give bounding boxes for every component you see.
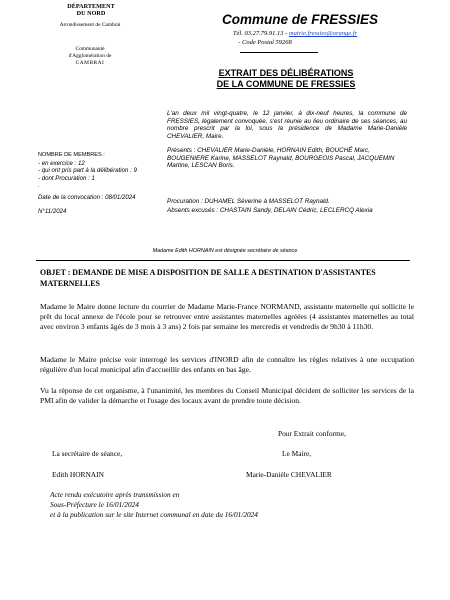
deliberation-number: N°11/2024	[38, 208, 67, 215]
body-paragraph-1: Madame le Maire donne lecture du courrier de Madame Marie-France NORMAND, assistante maternelle qui sollicite le prêt du local annexe de l'école pour se retrouver entre assistantes maternelles agréées (4 assistantes maternelles au total avec environ 3 enfants âgés de 3 mois à 3 ans) 2 fois par semaine les mercredis et vendredis de 9h30 à 11h30.	[40, 302, 414, 332]
postal-code: - Code Postal 59268	[238, 39, 292, 46]
communaute-line-2: d'Agglomération de	[68, 53, 112, 59]
section-divider	[36, 260, 410, 261]
excused-absents: Absents excusés : CHASTAIN Sandy, DELAIN Cédric, LECLERCQ Alexia	[167, 207, 373, 214]
secretary-designation: Madame Edith HORNAIN est désignée secrétaire de séance	[152, 248, 298, 254]
body-paragraph-3: Vu la réponse de cet organisme, à l'unanimité, les membres du Conseil Municipal décident de solliciter les services de la PMI afin de valider la démarche et l'usage des locaux avant de prendre toute décision.	[40, 386, 414, 406]
secretary-label: La secrétaire de séance,	[52, 449, 123, 458]
email-link[interactable]: mairie.fressies@orange.fr	[288, 30, 358, 37]
members-count-block	[38, 152, 163, 190]
header-divider	[240, 52, 318, 53]
meeting-intro: L'an deux mil vingt-quatre, le 12 janvier, à dix-neuf heures, la commune de FRESSIES, légalement convoquée, s'est réunie au lieu ordinaire de ses séances, au nombre prescrit par la loi, sous la présidence de Madame Marie-Danièle CHEVALIER, Maire.	[167, 110, 407, 140]
mayor-name: Marie-Danièle CHEVALIER	[246, 470, 332, 479]
communaute-line-1: Communauté	[75, 46, 105, 52]
members-in-office: - en exercice : 12	[38, 159, 85, 167]
members-dot: .	[38, 182, 40, 190]
members-proxy: - dont Procuration : 1	[38, 174, 95, 182]
communaute-line-3: CAMBRAI	[75, 60, 105, 66]
department-line-1: DÉPARTEMENT	[67, 3, 115, 10]
proxy-line: Procuration : DUHAMEL Séverine à MASSELOT Raynald.	[167, 198, 330, 205]
commune-name: Commune de FRESSIES	[221, 12, 379, 27]
mayor-label: Le Maire,	[282, 449, 312, 458]
arrondissement-label: Arrondissement de Cambrai	[59, 22, 121, 28]
extract-conforme: Pour Extrait conforme,	[278, 429, 346, 438]
phone-number: Tél. 03.27.79.91.13 -	[232, 30, 289, 37]
document-title-line-2: DE LA COMMUNE DE FRESSIES	[216, 79, 356, 89]
acte-line-2: Sous-Préfecture le 16/01/2024	[50, 500, 139, 509]
secretary-name: Edith HORNAIN	[52, 470, 104, 479]
contact-line	[190, 30, 400, 37]
object-heading: OBJET : DEMANDE DE MISE A DISPOSITION DE SALLE A DESTINATION D'ASSISTANTES MATERNELLES	[40, 268, 376, 288]
document-title-line-1: EXTRAIT DES DÉLIBÉRATIONS	[218, 68, 354, 78]
members-voting: - qui ont pris part à la délibération : 9	[38, 167, 137, 175]
body-paragraph-2: Madame le Maire précise voir interrogé les services d'INORD afin de connaître les règles relatives à une occupation régulière d'un local municipal afin d'accueillir des enfants en bas âge.	[40, 355, 414, 375]
members-title: NOMBRE DE MEMBRES :	[38, 152, 105, 158]
convocation-date: Date de la convocation : 08/01/2024	[38, 194, 136, 201]
attendees-present: Présents : CHEVALIER Marie-Danièle, HORNAIN Edith, BOUCHÉ Marc, BOUGENIERE Karine, MASSELOT Raynald, BOURGEOIS Pascal, JACQUEMIN Martine, LESCAN Boris.	[167, 147, 395, 170]
acte-line-1: Acte rendu exécutoire après transmission en	[50, 490, 180, 499]
acte-line-3: et à la publication sur le site Internet communal en date du 16/01/2024	[50, 510, 258, 519]
department-line-2: DU NORD	[76, 10, 106, 17]
